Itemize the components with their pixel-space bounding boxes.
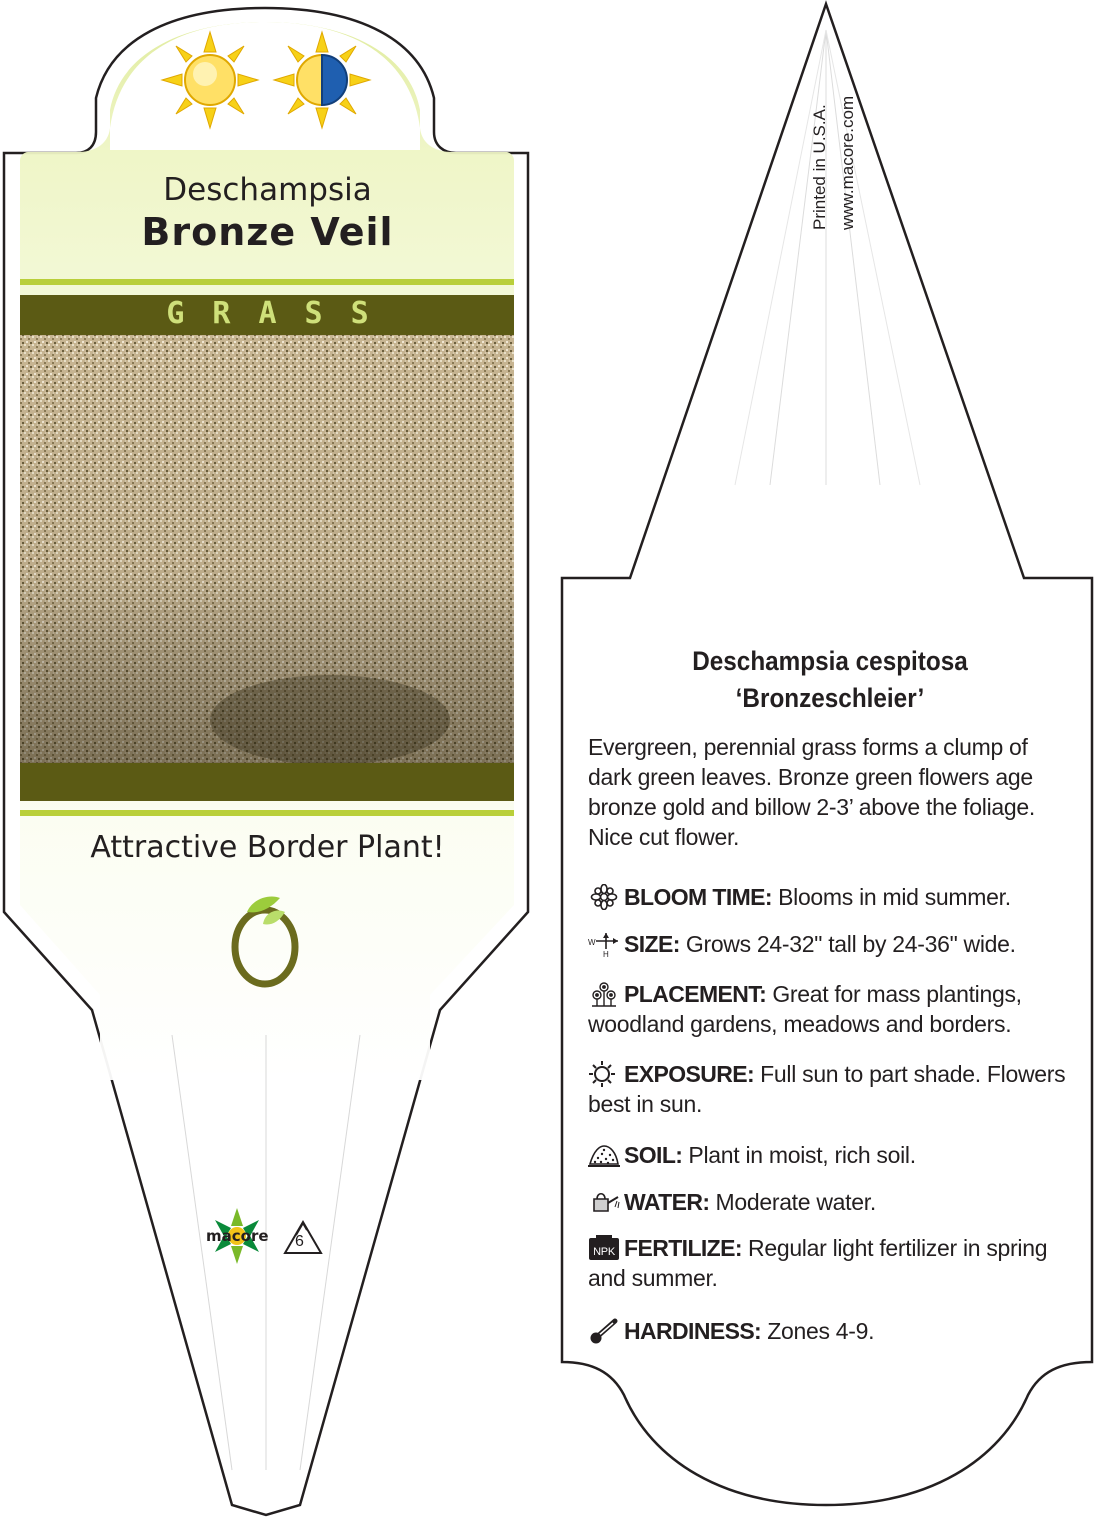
- soil-icon: [588, 1142, 620, 1168]
- recycle-code: 6: [295, 1233, 304, 1250]
- thermometer-icon: [588, 1318, 620, 1344]
- hardiness-value: Zones 4-9.: [761, 1318, 875, 1344]
- common-name-line1: Deschampsia: [163, 172, 372, 208]
- attribute-bloom-time: [588, 882, 1068, 912]
- plant-description: Evergreen, perennial grass forms a clump of dark green leaves. Bronze green flowers age bronze gold and billow 2-3’ above the foliage. Nice cut flower.: [588, 734, 1035, 850]
- attribute-soil: [588, 1140, 1068, 1170]
- botanical-name-line1: Deschampsia cespitosa: [692, 646, 968, 676]
- botanical-name: [592, 643, 1069, 717]
- photo-bottom-band: [20, 763, 514, 801]
- placement-value: Great for mass plantings, woodland gardens, meadows and borders.: [588, 981, 1022, 1037]
- macore-logo-text: macore: [206, 1227, 269, 1245]
- water-label: WATER:: [624, 1189, 710, 1215]
- attribute-exposure: [588, 1059, 1068, 1119]
- soil-label: SOIL:: [624, 1142, 683, 1168]
- sun-icon: [588, 1061, 620, 1087]
- size-value: Grows 24-32" tall by 24-36" wide.: [679, 931, 1016, 957]
- exposure-label: EXPOSURE:: [624, 1061, 755, 1087]
- bloom-time-value: Blooms in mid summer.: [772, 884, 1011, 910]
- part-shade-icon: [272, 30, 372, 130]
- hardiness-label: HARDINESS:: [624, 1318, 762, 1344]
- fertilizer-icon-text: NPK: [593, 1246, 615, 1258]
- tagline: Attractive Border Plant!: [90, 830, 445, 865]
- botanical-name-line2: ‘Bronzeschleier’: [735, 683, 925, 713]
- watering-can-icon: [588, 1189, 620, 1215]
- fertilizer-icon: [588, 1235, 620, 1261]
- size-icon-w: W: [588, 938, 596, 947]
- placement-label: PLACEMENT:: [624, 981, 767, 1007]
- water-value: Moderate water.: [709, 1189, 876, 1215]
- accent-line-bottom: [20, 810, 514, 816]
- accent-line-top: [20, 279, 514, 285]
- placement-icon: [588, 981, 620, 1007]
- category-label: GRASS: [166, 296, 397, 331]
- printed-info: [810, 95, 857, 231]
- attribute-hardiness: [588, 1316, 1068, 1346]
- fertilize-label: FERTILIZE:: [624, 1235, 742, 1261]
- attribute-size: [588, 929, 1068, 959]
- soil-value: Plant in moist, rich soil.: [682, 1142, 916, 1168]
- attribute-water: [588, 1187, 1068, 1217]
- size-icon: [588, 931, 620, 957]
- printed-in-usa: Printed in U.S.A.: [810, 104, 829, 230]
- attribute-fertilize: [588, 1233, 1068, 1293]
- seedling-logo-icon: [225, 890, 310, 990]
- exposure-value: Full sun to part shade. Flowers best in sun.: [588, 1061, 1066, 1117]
- size-label: SIZE:: [624, 931, 680, 957]
- fertilize-value: Regular light fertilizer in spring and summer.: [588, 1235, 1048, 1291]
- full-sun-icon: [160, 30, 260, 130]
- flower-icon: [588, 884, 620, 910]
- common-name-line2: Bronze Veil: [141, 210, 394, 254]
- bloom-time-label: BLOOM TIME:: [624, 884, 772, 910]
- size-icon-h: H: [603, 950, 609, 957]
- attribute-placement: [588, 979, 1068, 1039]
- website: www.macore.com: [838, 95, 857, 230]
